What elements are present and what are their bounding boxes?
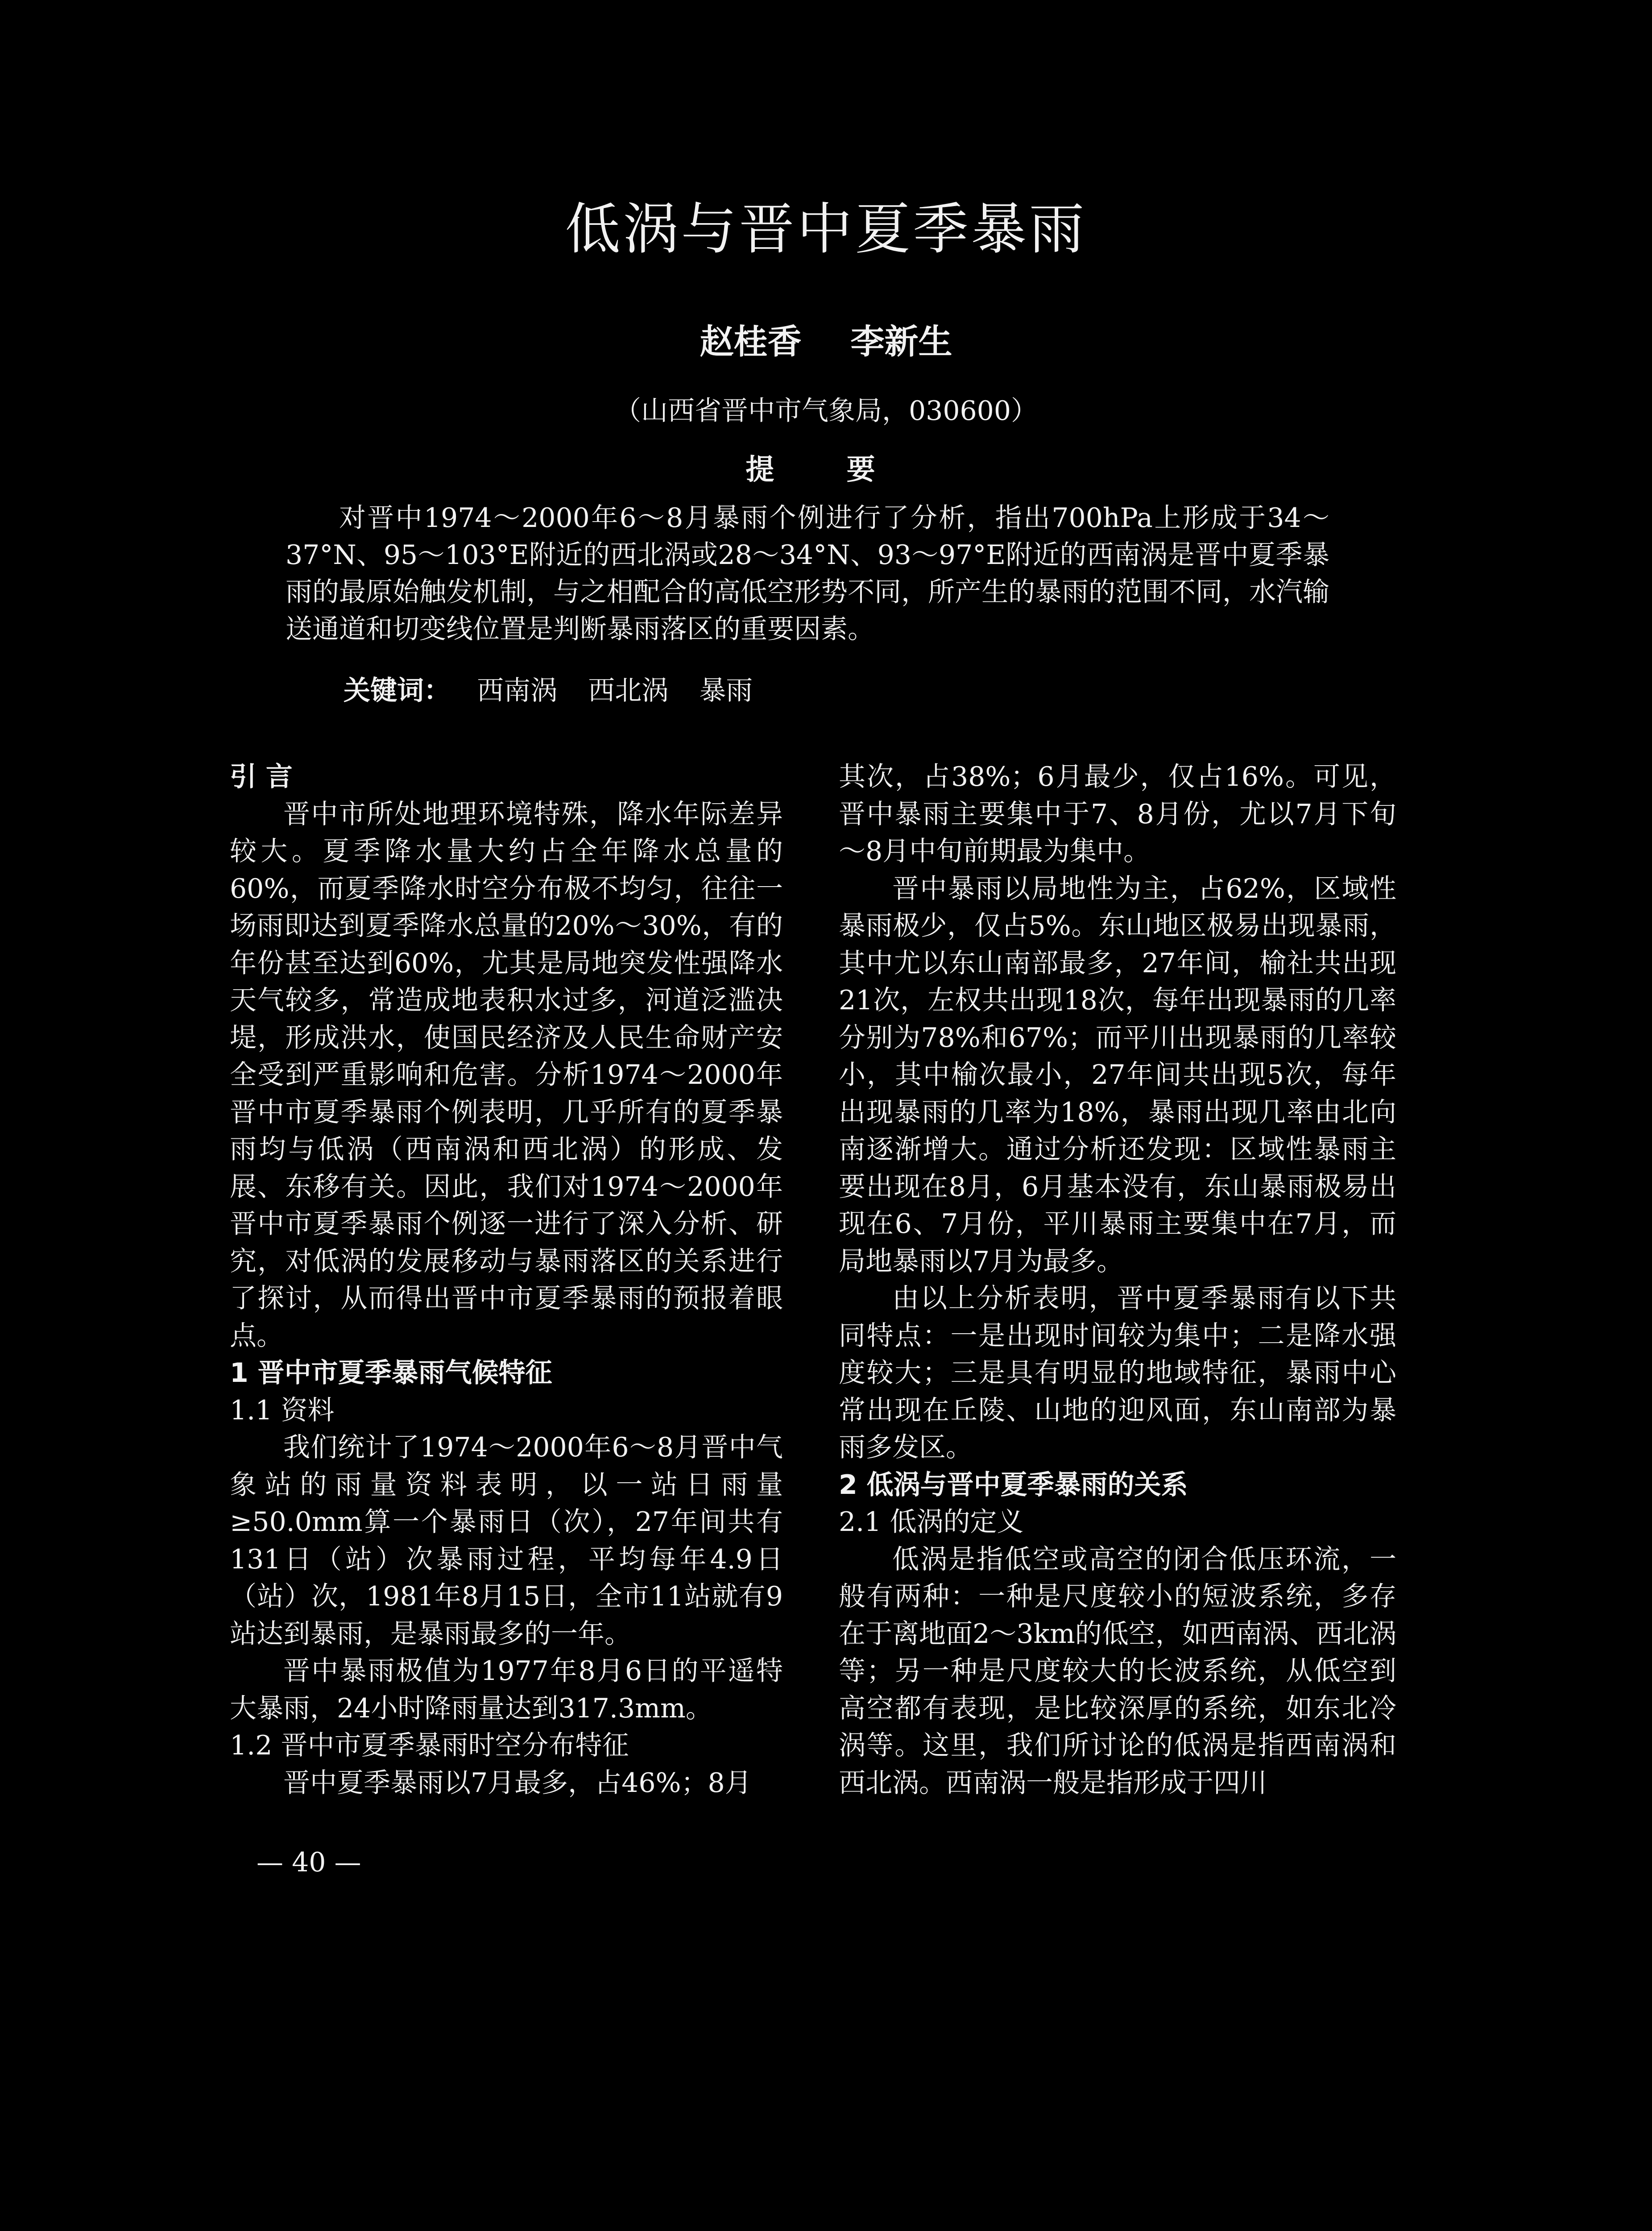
keyword: 西南涡 [477, 675, 558, 706]
author-affiliation: （山西省晋中市气象局，030600） [614, 395, 1038, 427]
left-column [230, 759, 783, 1802]
keywords [344, 675, 775, 707]
author-name: 李新生 [850, 322, 952, 361]
subsection-1-1-paragraph: 我们统计了1974～2000年6～8月晋中气象站的雨量资料表明，以一站日雨量≥50.0mm算一个暴雨日（次），27年间共有131日（站）次暴雨过程，平均每年4.9日（站）次，1981年8月15日，全市11站就有9站达到暴雨，是暴雨最多的一年。 [230, 1432, 783, 1650]
summary-paragraph: 由以上分析表明，晋中夏季暴雨有以下共同特点：一是出现时间较为集中；二是降水强度较大；三是具有明显的地域特征，暴雨中心常出现在丘陵、山地的迎风面，东山南部为暴雨多发区。 [839, 1283, 1396, 1463]
keywords-label: 关键词： [344, 675, 451, 706]
paper-title: 低涡与晋中夏季暴雨 [565, 197, 1087, 261]
subsection-1-2-heading: 1.2 晋中市夏季暴雨时空分布特征 [230, 1730, 629, 1761]
extreme-rainfall-paragraph: 晋中暴雨极值为1977年8月6日的平遥特大暴雨，24小时降雨量达到317.3mm。 [230, 1655, 783, 1724]
author-name: 赵桂香 [700, 322, 802, 361]
keyword: 西北涡 [588, 675, 669, 706]
subsection-1-1-heading: 1.1 资料 [230, 1394, 335, 1426]
author-list [0, 321, 1652, 362]
section-2-heading: 2 低涡与晋中夏季暴雨的关系 [839, 1469, 1188, 1501]
right-column [839, 759, 1396, 1802]
intro-paragraph: 晋中市所处地理环境特殊，降水年际差异较大。夏季降水量大约占全年降水总量的60%，而夏季降水时空分布极不均匀，往往一场雨即达到夏季降水总量的20%～30%，有的年份甚至达到60%，尤其是局地突发性强降水天气较多，常造成地表积水过多，河道泛滥决堤，形成洪水，使国民经济及人民生命财产安全受到严重影响和危害。分析1974～2000年晋中市夏季暴雨个例表明，几乎所有的夏季暴雨均与低涡（西南涡和西北涡）的形成、发展、东移有关。因此，我们对1974～2000年晋中市夏季暴雨个例逐一进行了深入分析、研究，对低涡的发展移动与暴雨落区的关系进行了探讨，从而得出晋中市夏季暴雨的预报着眼点。 [230, 798, 783, 1352]
intro-heading: 引 言 [230, 761, 293, 792]
page-number: — 40 — [257, 1847, 361, 1878]
subsection-2-1-heading: 2.1 低涡的定义 [839, 1506, 1024, 1538]
keyword: 暴雨 [699, 675, 753, 706]
abstract-heading: 提 要 [745, 453, 907, 486]
abstract-text: 对晋中1974～2000年6～8月暴雨个例进行了分析，指出700hPa上形成于34～37°N、95～103°E附近的西北涡或28～34°N、93～97°E附近的西南涡是晋中夏季暴雨的最原始触发机制，与之相配合的高低空形势不同，所产生的暴雨的范围不同，水汽输送通道和切变线位置是判断暴雨落区的重要因素。 [286, 502, 1329, 645]
subsection-2-1-paragraph: 低涡是指低空或高空的闭合低压环流，一般有两种：一种是尺度较小的短波系统，多存在于离地面2～3km的低空，如西南涡、西北涡等；另一种是尺度较大的长波系统，从低空到高空都有表现，是比较深厚的系统，如东北冷涡等。这里，我们所讨论的低涡是指西南涡和西北涡。西南涡一般是指形成于四川 [839, 1543, 1396, 1799]
section-1-heading: 1 晋中市夏季暴雨气候特征 [230, 1357, 552, 1389]
continued-paragraph: 其次，占38%；6月最少，仅占16%。可见，晋中暴雨主要集中于7、8月份，尤以7月下旬～8月中旬前期最为集中。 [839, 761, 1396, 867]
local-rainstorm-paragraph: 晋中暴雨以局地性为主，占62%，区域性暴雨极少，仅占5%。东山地区极易出现暴雨，其中尤以东山南部最多，27年间，榆社共出现21次，左权共出现18次，每年出现暴雨的几率分别为78%和67%；而平川出现暴雨的几率较小，其中榆次最小，27年间共出现5次，每年出现暴雨的几率为18%，暴雨出现几率由北向南逐渐增大。通过分析还发现：区域性暴雨主要出现在8月，6月基本没有，东山暴雨极易出现在6、7月份，平川暴雨主要集中在7月，而局地暴雨以7月为最多。 [839, 873, 1396, 1277]
subsection-1-2-paragraph: 晋中夏季暴雨以7月最多，占46%；8月 [283, 1767, 752, 1799]
